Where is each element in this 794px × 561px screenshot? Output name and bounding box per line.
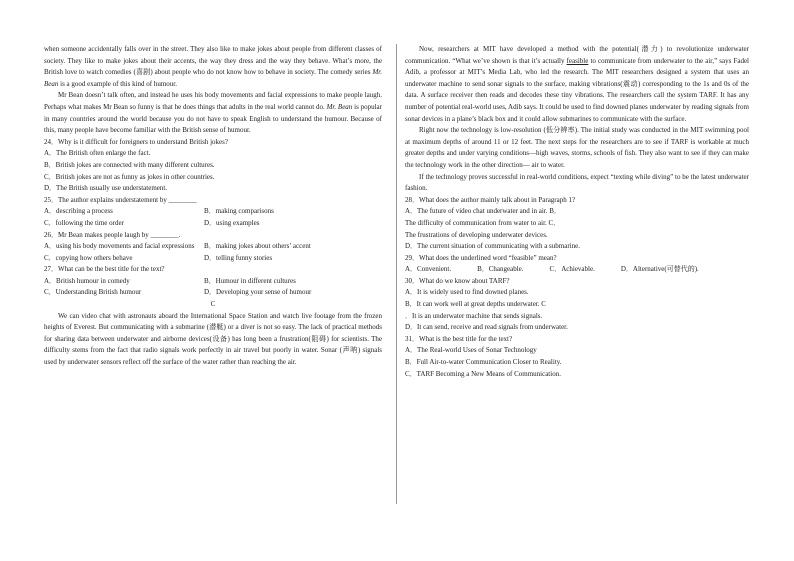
question-29: 29．What does the underlined word “feasible” mean? — [405, 253, 557, 262]
option-29-a: A．Convenient. — [405, 265, 452, 274]
section-heading-c: C — [210, 300, 216, 309]
title-mr-bean: Mr. Bean — [44, 68, 382, 88]
question-28: 28．What does the author mainly talk about in Paragraph 1? — [405, 195, 576, 204]
underlined-word-feasible: feasible — [566, 56, 589, 65]
paragraph-underwater-4: If the technology proves successful in real-world conditions, expect “texting while diving” to be the latest underwater fashion. — [405, 172, 749, 193]
option-24-c: C．British jokes are not as funny as jokes in other countries. — [44, 172, 215, 181]
paragraph-british-humour-2: Mr Bean doesn’t talk often, and instead he uses his body movements and facial expressions to make people laugh. Perhaps what makes Mr Bean so funny is that he does things that adults in the real world cannot do. Mr. Bean is popular in many countries around the world because you do not have to speak English to understand the humour. Because of this, many people have become familiar with the British sense of humour. — [44, 91, 382, 135]
option-31-c: C．TARF Becoming a New Means of Communication. — [405, 369, 561, 378]
question-26: 26．Mr Bean makes people laugh by ________. — [44, 230, 181, 239]
options-25-cd — [44, 218, 382, 230]
option-28-ab: A．The future of video chat underwater and in air. B． — [405, 207, 561, 216]
option-27-c: C．Understanding British humour — [44, 288, 142, 297]
paragraph-underwater-1: We can video chat with astronauts aboard the International Space Station and watch live footage from the frozen heights of Everest. But communicating with a submarine (潜艇) or a diver is not so easy. The lack of practical methods for sharing data between underwater and airborne devices(设备) has long been a frustration(阻碍) for scientists. The difficulty stems from the fact that radio signals work perfectly in air travel but poorly in water. Sonar (声呐) signals used by underwater sensors reflect off the surface of the water rather than reaching the air. — [44, 311, 382, 367]
option-28-bc: The difficulty of communication from water to air. C． — [405, 218, 561, 227]
option-27-d: D．Developing your sense of humour — [204, 288, 312, 297]
option-29-b: B．Changeable. — [477, 265, 524, 274]
option-25-a: A．describing a process — [44, 207, 113, 216]
option-25-d: D．using examples — [204, 218, 260, 227]
option-31-b: B．Full Air-to-water Communication Closer to Reality. — [405, 358, 562, 367]
option-24-d: D．The British usually use understatement. — [44, 184, 168, 193]
option-24-b: B．British jokes are connected with many different cultures. — [44, 160, 215, 169]
options-26-cd — [44, 253, 382, 265]
right-column — [405, 44, 749, 380]
option-29-c: C．Achievable. — [549, 265, 595, 274]
options-29 — [405, 264, 749, 276]
option-25-c: C．following the time order — [44, 218, 124, 227]
option-26-b: B．making jokes about others’ accent — [204, 242, 311, 251]
option-30-c: ．It is an underwater machine that sends signals. — [405, 311, 543, 320]
option-26-c: C．copying how others behave — [44, 253, 133, 262]
option-24-a: A．The British often enlarge the fact. — [44, 149, 151, 158]
option-28-c: The frustrations of developing underwater devices. — [405, 230, 548, 239]
paragraph-british-humour-1: when someone accidentally falls over in the street. They also like to make jokes about people from different classes of society. They like to make jokes about their accents, the way they dress and the way they behave. What’s more, the British love to watch comedies (喜剧) about people who do not know how to behave in society. The comedy series Mr. Bean is a good example of this kind of humour. — [44, 45, 382, 88]
option-30-a: A．It is widely used to find downed planes. — [405, 288, 529, 297]
question-25: 25．The author explains understatement by ________ — [44, 195, 197, 204]
option-27-a: A．British humour in comedy — [44, 276, 130, 285]
option-26-a: A．using his body movements and facial expressions — [44, 242, 195, 251]
left-column — [44, 44, 382, 369]
paragraph-underwater-2: Now, researchers at MIT have developed a method with the potential(潜力) to revolutionize underwater communication. “What we’ve shown is that it’s actually feasible to communicate from underwater to the air,” says Fadel Adib, a professor at MIT’s Media Lab, who led the research. The MIT researchers designed a system that uses an underwater machine to send sonar signals to the surface, making vibrations(震动) corresponding to the 1s and 0s of the data. A surface receiver then reads and decodes these tiny vibrations. The researchers call the system TARF. It has any number of potential real-world uses, Adib says. It could be used to find downed planes underwater by reading signals from sonar devices in a plane’s black box and it could allow submarines to communicate with the surface. — [405, 45, 749, 123]
options-27-ab — [44, 276, 382, 288]
options-25-ab — [44, 206, 382, 218]
option-28-d: D．The current situation of communicating with a submarine. — [405, 242, 580, 251]
option-29-d: D．Alternative(可替代的). — [620, 265, 699, 274]
question-31: 31．What is the best title for the text? — [405, 334, 513, 343]
options-27-cd — [44, 287, 382, 299]
option-30-d: D．It can send, receive and read signals from underwater. — [405, 323, 568, 332]
option-31-a: A．The Real-world Uses of Sonar Technology — [405, 346, 537, 355]
paragraph-underwater-3: Right now the technology is low-resolution (低分辨率). The initial study was conducted in the MIT swimming pool at maximum depths of around 11 or 12 feet. The next steps for the researchers are to see if TARF is workable at much greater depths and under varying conditions—high waves, storms, schools of fish. They also want to see if they can make the technology work in the other direction— air to water. — [405, 126, 749, 169]
question-27: 27．What can be the best title for the text? — [44, 265, 165, 274]
option-25-b: B．making comparisons — [204, 207, 274, 216]
option-27-b: B．Humour in different cultures — [204, 276, 296, 285]
question-24: 24．Why is it difficult for foreigners to understand British jokes? — [44, 137, 228, 146]
column-divider — [396, 44, 397, 504]
title-mr-bean: Mr. Bean — [326, 102, 353, 111]
options-26-ab — [44, 241, 382, 253]
option-26-d: D．telling funny stories — [204, 253, 273, 262]
option-30-b: B．It can work well at great depths underwater. C — [405, 300, 546, 309]
question-30: 30．What do we know about TARF? — [405, 276, 510, 285]
